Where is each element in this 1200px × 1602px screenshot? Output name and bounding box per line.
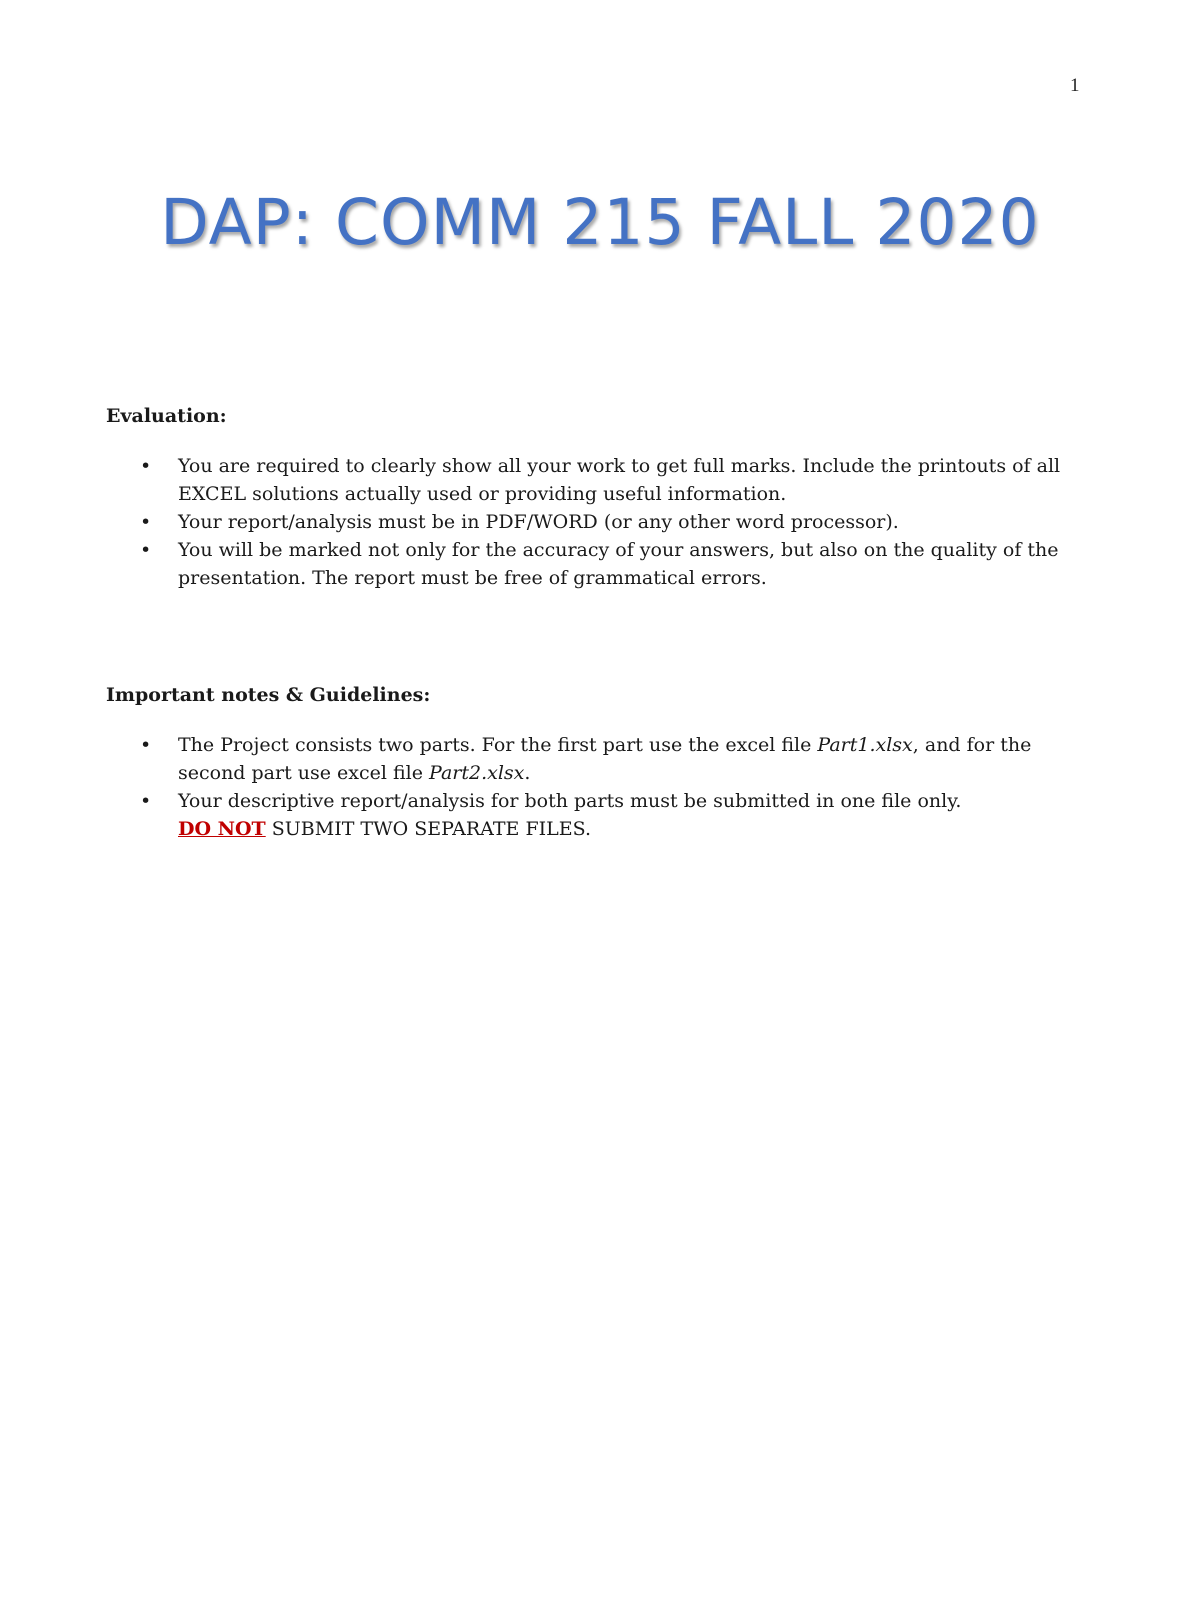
guidelines-section xyxy=(106,681,1096,843)
bullet-icon: • xyxy=(140,511,152,533)
guideline-text-part: . xyxy=(524,762,531,784)
list-item xyxy=(106,452,1096,508)
guidelines-list xyxy=(106,731,1096,843)
list-item xyxy=(106,508,1096,536)
guideline-text: Your descriptive report/analysis for both parts must be submitted in one file only. xyxy=(178,790,962,812)
bullet-icon: • xyxy=(140,790,152,812)
evaluation-list xyxy=(106,452,1096,592)
evaluation-item-text: Your report/analysis must be in PDF/WORD (or any other word processor). xyxy=(178,511,899,533)
evaluation-item-text: You will be marked not only for the accuracy of your answers, but also on the quality of the presentation. The report must be free of grammatical errors. xyxy=(178,539,1059,589)
page-number: 1 xyxy=(1070,75,1080,96)
bullet-icon: • xyxy=(140,734,152,756)
list-item xyxy=(106,536,1096,592)
bullet-icon: • xyxy=(140,455,152,477)
warning-rest-text: SUBMIT TWO SEPARATE FILES. xyxy=(265,818,591,840)
document-title: DAP: COMM 215 FALL 2020 xyxy=(160,186,1040,259)
guideline-text-part: , and for the second part use excel file xyxy=(178,734,1032,784)
evaluation-section xyxy=(106,402,1096,592)
evaluation-heading: Evaluation: xyxy=(106,405,227,427)
do-not-warning: DO NOT xyxy=(178,818,266,840)
evaluation-item-text: You are required to clearly show all your work to get full marks. Include the printouts of all EXCEL solutions actually used or providing useful information. xyxy=(178,455,1061,505)
guidelines-heading: Important notes & Guidelines: xyxy=(106,684,431,706)
bullet-icon: • xyxy=(140,539,152,561)
file-name-part2: Part2.xlsx xyxy=(429,762,525,784)
guideline-text-part: The Project consists two parts. For the first part use the excel file xyxy=(178,734,818,756)
file-name-part1: Part1.xlsx xyxy=(817,734,913,756)
list-item xyxy=(106,787,1096,843)
list-item xyxy=(106,731,1096,787)
